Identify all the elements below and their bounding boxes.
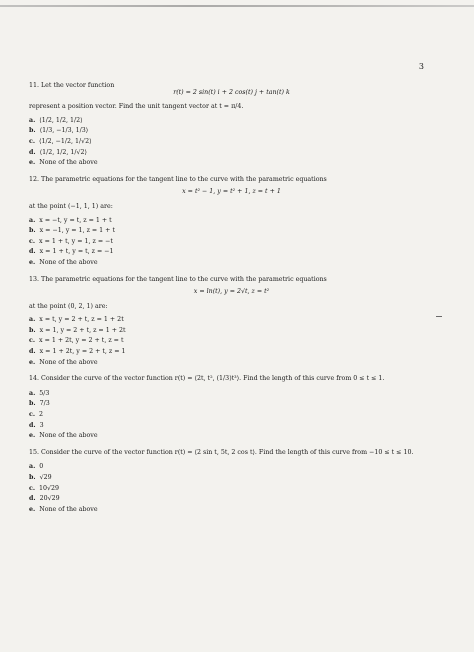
option-text: x = 1 + t, y = 1, z = −t	[39, 237, 113, 245]
option-text: ⟨1/2, 1/2, 1/2⟩	[39, 116, 83, 124]
option-text: 10√29	[39, 484, 60, 492]
option-letter: a.	[29, 216, 36, 224]
option-c[interactable]	[29, 485, 434, 494]
option-a[interactable]	[29, 217, 434, 226]
option-text: None of the above	[39, 258, 98, 266]
option-letter: a.	[29, 389, 36, 397]
option-a[interactable]	[29, 463, 434, 472]
problem-intro: The parametric equations for the tangent line to the curve with the parametric equations	[41, 175, 327, 183]
option-letter: e.	[29, 505, 36, 513]
option-text: ⟨1/3, −1/3, 1/3⟩	[39, 127, 89, 135]
option-letter: e.	[29, 159, 36, 167]
option-letter: c.	[29, 411, 36, 419]
option-letter: c.	[29, 237, 36, 245]
option-text: ⟨1/2, −1/2, 1/√2⟩	[39, 137, 92, 145]
problem-intro: Let the vector function	[41, 82, 115, 89]
option-letter: c.	[29, 484, 36, 492]
option-text: x = 1 + 2t, y = 2 + t, z = t	[39, 337, 124, 345]
option-d[interactable]	[29, 248, 434, 257]
option-letter: a.	[29, 316, 36, 324]
problem-11	[29, 82, 434, 168]
option-c[interactable]	[29, 138, 434, 147]
option-b[interactable]	[29, 227, 434, 236]
option-letter: c.	[29, 337, 36, 345]
problem-lead: represent a position vector. Find the unit tangent vector at t = π/4.	[29, 103, 244, 111]
option-text: None of the above	[39, 432, 98, 440]
option-text: x = 1, y = 2 + t, z = 1 + 2t	[39, 326, 126, 334]
option-b[interactable]	[29, 327, 434, 336]
problem-equation: r(t) = 2 sin(t) i + 2 cos(t) j + tan(t) k	[173, 88, 290, 96]
option-letter: d.	[29, 248, 36, 256]
scan-edge-rule	[0, 5, 474, 7]
option-letter: d.	[29, 421, 36, 429]
page-number: 3	[418, 62, 424, 71]
option-d[interactable]	[29, 422, 434, 431]
problem-number: 15.	[29, 448, 40, 456]
problem-12	[29, 176, 434, 268]
option-letter: e.	[29, 358, 36, 366]
option-c[interactable]	[29, 238, 434, 247]
option-letter: b.	[29, 127, 36, 135]
option-c[interactable]	[29, 411, 434, 420]
option-e[interactable]	[29, 159, 434, 168]
option-text: None of the above	[39, 159, 98, 167]
option-letter: b.	[29, 474, 36, 481]
option-text: x = −t, y = t, z = 1 + t	[39, 216, 112, 224]
option-text: x = −1, y = 1, z = 1 + t	[39, 227, 115, 235]
problem-13	[29, 276, 434, 368]
option-text: x = 1 + t, y = t, z = −1	[39, 248, 114, 256]
option-text: 7/3	[39, 400, 50, 408]
option-letter: d.	[29, 495, 36, 503]
option-letter: a.	[29, 116, 36, 124]
option-a[interactable]	[29, 316, 434, 325]
option-text: None of the above	[39, 358, 98, 366]
option-text: 2	[39, 411, 44, 419]
option-letter: e.	[29, 258, 36, 266]
stray-mark	[436, 316, 442, 317]
problem-list	[29, 82, 434, 522]
option-letter: d.	[29, 148, 36, 156]
option-c[interactable]	[29, 337, 434, 346]
option-b[interactable]	[29, 127, 434, 136]
option-text: 3	[39, 421, 44, 429]
option-text: x = t, y = 2 + t, z = 1 + 2t	[39, 316, 124, 324]
problem-14	[29, 375, 434, 441]
problem-lead: at the point (−1, 1, 1) are:	[29, 202, 113, 210]
option-e[interactable]	[29, 359, 434, 368]
option-text: 5/3	[39, 389, 50, 397]
option-text: ⟨1/2, 1/2, 1/√2⟩	[39, 148, 87, 156]
option-e[interactable]	[29, 506, 434, 515]
option-letter: e.	[29, 432, 36, 440]
option-b[interactable]	[29, 474, 434, 483]
option-d[interactable]	[29, 149, 434, 158]
problem-intro: Consider the curve of the vector function r(t) = ⟨2t, t², (1/3)t³⟩. Find the length of this curve from 0 ≤ t ≤ 1.	[41, 375, 385, 383]
problem-equation: x = ln(t), y = 2√t, z = t²	[193, 288, 270, 296]
option-letter: a.	[29, 463, 36, 471]
option-e[interactable]	[29, 432, 434, 441]
option-text: √29	[39, 474, 52, 481]
option-a[interactable]	[29, 390, 434, 399]
problem-lead: at the point (0, 2, 1) are:	[29, 302, 108, 310]
option-d[interactable]	[29, 348, 434, 357]
option-a[interactable]	[29, 117, 434, 126]
option-letter: b.	[29, 400, 36, 408]
option-letter: b.	[29, 326, 36, 334]
problem-equation: x = t² − 1, y = t² + 1, z = t + 1	[182, 188, 281, 196]
option-text: 0	[39, 463, 44, 471]
option-letter: b.	[29, 227, 36, 235]
option-text: 20√29	[39, 495, 60, 503]
problem-intro: The parametric equations for the tangent line to the curve with the parametric equations	[41, 275, 327, 283]
option-text: None of the above	[39, 505, 98, 513]
problem-number: 14.	[29, 375, 40, 383]
problem-number: 12.	[29, 175, 40, 183]
option-d[interactable]	[29, 495, 434, 504]
option-e[interactable]	[29, 259, 434, 268]
option-text: x = 1 + 2t, y = 2 + t, z = 1	[39, 348, 126, 356]
problem-intro: Consider the curve of the vector function r(t) = ⟨2 sin t, 5t, 2 cos t⟩. Find the length of this curve from −10 ≤ t ≤ 10.	[41, 448, 414, 456]
problem-15	[29, 449, 434, 515]
option-letter: d.	[29, 348, 36, 356]
option-b[interactable]	[29, 400, 434, 409]
problem-number: 13.	[29, 275, 40, 283]
option-letter: c.	[29, 137, 36, 145]
problem-number: 11.	[29, 82, 40, 89]
